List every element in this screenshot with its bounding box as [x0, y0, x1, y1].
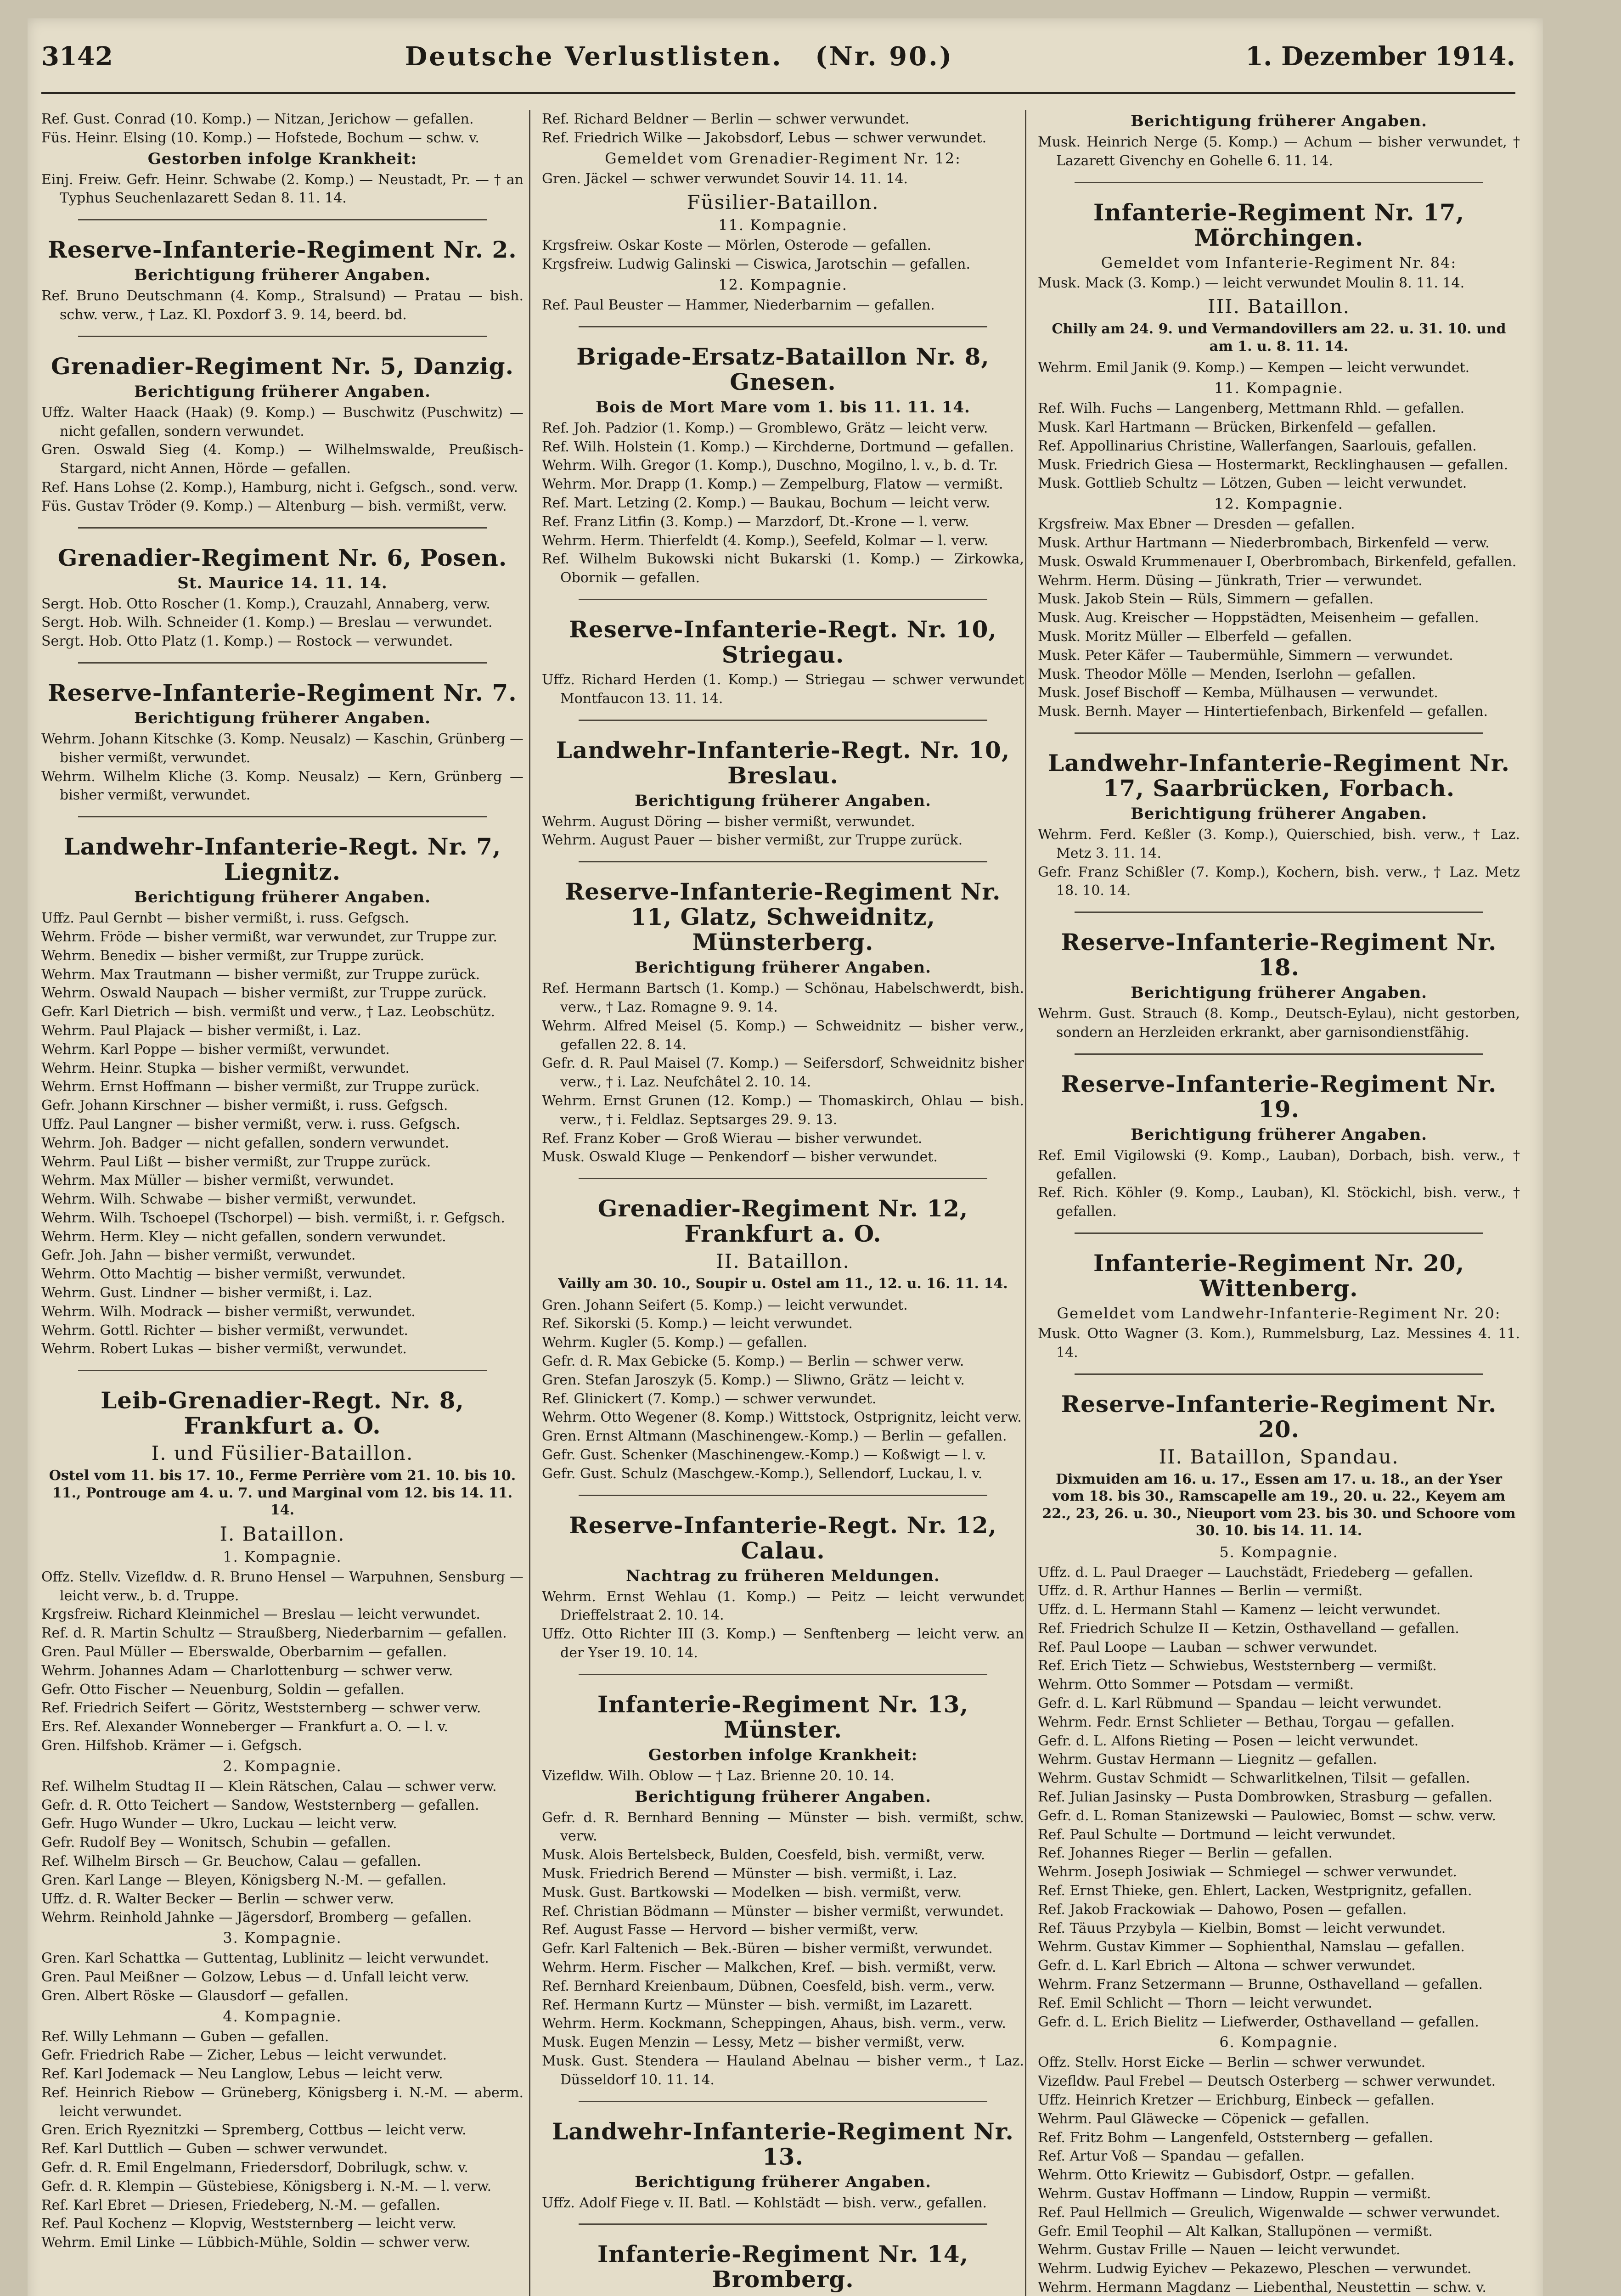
casualty-entry: Wehrm. Reinhold Jahnke — Jägersdorf, Bromberg — gefallen. — [41, 1909, 472, 1926]
casualty-entry: Ref. Hermann Bartsch (1. Komp.) — Schönau, Habelschwerdt, bish. verw., † Laz. Romagne 9. 9. 14. — [542, 980, 1024, 1015]
company-heading: 4. Kompagnie. — [223, 2007, 342, 2025]
casualty-entry: Gren. Karl Lange — Bleyen, Königsberg N.-M. — gefallen. — [41, 1872, 447, 1888]
casualty-entry: Gefr. d. R. Emil Engelmann, Friedersdorf, Dobrilugk, schw. v. — [41, 2160, 468, 2176]
section-note: Berichtigung früherer Angaben. — [134, 382, 431, 401]
section-divider — [78, 662, 487, 664]
casualty-entry: Füs. Heinr. Elsing (10. Komp.) — Hofstede, Bochum — schw. v. — [41, 129, 479, 146]
casualty-entry: Ref. Mart. Letzing (2. Komp.) — Baukau, Bochum — leicht verw. — [542, 495, 991, 511]
column-1 — [41, 110, 523, 2296]
casualty-entry: Ref. Paul Schulte — Dortmund — leicht verwundet. — [1038, 1826, 1396, 1843]
casualty-entry: Gren. Oswald Sieg (4. Komp.) — Wilhelmswalde, Preußisch-Stargard, nicht Annen, Hörde — gefallen. — [41, 442, 523, 477]
section-note: Berichtigung früherer Angaben. — [134, 266, 431, 285]
casualty-entry: Gefr. d. L. Erich Bielitz — Liefwerder, Osthavelland — gefallen. — [1038, 2014, 1479, 2030]
casualty-entry: Gefr. Johann Kirschner — bisher vermißt, i. russ. Gefgsch. — [41, 1097, 448, 1114]
casualty-entry: Vizefldw. Paul Frebel — Deutsch Osterberg — schwer verwundet. — [1038, 2073, 1496, 2090]
regiment-heading: Reserve-Infanterie-Regiment Nr. 18. — [1061, 929, 1497, 981]
section-note: Berichtigung früherer Angaben. — [134, 888, 431, 907]
regiment-heading: Reserve-Infanterie-Regiment Nr. 7. — [48, 679, 517, 706]
casualty-entry: Wehrm. Joseph Josiwiak — Schmiegel — schwer verwundet. — [1038, 1864, 1457, 1880]
section-note: Berichtigung früherer Angaben. — [1131, 984, 1427, 1002]
casualty-entry: Wehrm. Gust. Lindner — bisher vermißt, i. Laz. — [41, 1285, 372, 1301]
column-divider — [529, 110, 530, 2296]
regiment-heading: Infanterie-Regiment Nr. 13, Münster. — [597, 1690, 968, 1743]
casualty-entry: Wehrm. Gustav Frille — Nauen — leicht verwundet. — [1038, 2242, 1401, 2258]
casualty-entry: Krgsfreiw. Richard Kleinmichel — Breslau — leicht verwundet. — [41, 1606, 480, 1623]
casualty-entry: Krgsfreiw. Ludwig Galinski — Ciswica, Jarotschin — gefallen. — [542, 256, 971, 273]
casualty-entry: Uffz. d. L. Paul Draeger — Lauchstädt, Friedeberg — gefallen. — [1038, 1564, 1474, 1581]
casualty-entry: Musk. Oswald Krummenauer I, Oberbrombach, Birkenfeld, gefallen. — [1038, 553, 1517, 570]
casualty-entry: Gefr. Franz Schißler (7. Komp.), Kochern, bish. verw., † Laz. Metz 18. 10. 14. — [1038, 864, 1520, 899]
casualty-entry: Ref. Friedrich Seifert — Göritz, Weststernberg — schwer verw. — [41, 1700, 481, 1716]
casualty-entry: Musk. Gust. Bartkowski — Modelken — bish. vermißt, verw. — [542, 1884, 962, 1901]
battalion-heading: Füsilier-Bataillon. — [687, 191, 879, 214]
section-divider — [1075, 912, 1483, 913]
casualty-entry: Wehrm. Wilh. Schwabe — bisher vermißt, verwundet. — [41, 1191, 417, 1208]
casualty-entry: Wehrm. Gust. Strauch (8. Komp., Deutsch-Eylau), nicht gestorben, sondern an Herzleiden erkrankt, aber garnisondienstfähig. — [1038, 1006, 1520, 1041]
casualty-entry: Offz. Stellv. Horst Eicke — Berlin — schwer verwundet. — [1038, 2054, 1426, 2071]
casualty-entry: Uffz. Richard Herden (1. Komp.) — Striegau — schwer verwundet Montfaucon 13. 11. 14. — [542, 671, 1024, 707]
casualty-entry: Musk. Karl Hartmann — Brücken, Birkenfeld — gefallen. — [1038, 419, 1436, 435]
casualty-entry: Musk. Peter Käfer — Taubermühle, Simmern — verwundet. — [1038, 647, 1453, 664]
regiment-heading: Landwehr-Infanterie-Regt. Nr. 10, Breslau. — [556, 736, 1010, 789]
casualty-entry: Ref. Erich Tietz — Schwiebus, Weststernberg — vermißt. — [1038, 1658, 1437, 1674]
section-note: Berichtigung früherer Angaben. — [1131, 112, 1427, 130]
battle-locations: Vailly am 30. 10., Soupir u. Ostel am 11., 12. u. 16. 11. 14. — [558, 1276, 1008, 1292]
casualty-entry: Musk. Theodor Mölle — Menden, Iserlohn — gefallen. — [1038, 666, 1416, 682]
casualty-entry: Uffz. d. R. Walter Becker — Berlin — schwer verw. — [41, 1891, 394, 1907]
casualty-entry: Ref. Wilh. Fuchs — Langenberg, Mettmann Rhld. — gefallen. — [1038, 400, 1465, 417]
company-heading: 5. Kompagnie. — [1219, 1543, 1339, 1561]
regiment-heading: Reserve-Infanterie-Regiment Nr. 2. — [48, 236, 517, 264]
casualty-entry: Musk. Bernh. Mayer — Hintertiefenbach, Birkenfeld — gefallen. — [1038, 703, 1488, 720]
casualty-entry: Ref. Willy Lehmann — Guben — gefallen. — [41, 2028, 329, 2045]
casualty-entry: Wehrm. Wilhelm Kliche (3. Komp. Neusalz) — Kern, Grünberg — bisher vermißt, verwundet. — [41, 768, 523, 804]
casualty-entry: Gren. Paul Meißner — Golzow, Lebus — d. Unfall leicht verw. — [41, 1969, 469, 1985]
issue-number: (Nr. 90.) — [815, 41, 954, 72]
casualty-entry: Wehrm. August Pauer — bisher vermißt, zur Truppe zurück. — [542, 832, 963, 849]
casualty-entry: Gren. Ernst Altmann (Maschinengew.-Komp.) — Berlin — gefallen. — [542, 1428, 1007, 1445]
section-divider — [78, 336, 487, 337]
section-note: Gestorben infolge Krankheit: — [147, 149, 417, 168]
casualty-entry: Wehrm. Alfred Meisel (5. Komp.) — Schweidnitz — bisher verw., gefallen 22. 8. 14. — [542, 1018, 1024, 1053]
casualty-entry: Wehrm. Emil Janik (9. Komp.) — Kempen — leicht verwundet. — [1038, 360, 1470, 376]
regiment-heading: Brigade-Ersatz-Bataillon Nr. 8, Gnesen. — [576, 343, 990, 395]
section-divider — [1075, 1373, 1483, 1375]
casualty-entry: Ref. Franz Litfin (3. Komp.) — Marzdorf, Dt.-Krone — l. verw. — [542, 513, 969, 530]
casualty-entry: Ref. Paul Loope — Lauban — schwer verwundet. — [1038, 1639, 1378, 1655]
casualty-entry: Wehrm. Mor. Drapp (1. Komp.) — Zempelburg, Flatow — vermißt. — [542, 476, 1003, 493]
company-heading: 3. Kompagnie. — [223, 1929, 342, 1947]
casualty-entry: Wehrm. Gustav Hoffmann — Lindow, Ruppin — vermißt. — [1038, 2186, 1431, 2202]
casualty-entry: Ref. Richard Beldner — Berlin — schwer verwundet. — [542, 111, 910, 127]
casualty-entry: Wehrm. Fedr. Ernst Schlieter — Bethau, Torgau — gefallen. — [1038, 1714, 1455, 1730]
casualty-entry: Wehrm. Herm. Thierfeldt (4. Komp.), Seefeld, Kolmar — l. verw. — [542, 532, 989, 549]
casualty-entry: Ref. Ernst Thieke, gen. Ehlert, Lacken, Westprignitz, gefallen. — [1038, 1883, 1472, 1899]
casualty-entry: Wehrm. Gustav Schmidt — Schwarlitkelnen, Tilsit — gefallen. — [1038, 1770, 1470, 1787]
battle-locations: Ostel vom 11. bis 17. 10., Ferme Perrière vom 21. 10. bis 10. 11., Pontrouge am 4. u. 7. und Marginal vom 12. bis 14. 11. 14. — [49, 1468, 516, 1519]
regiment-heading: Reserve-Infanterie-Regiment Nr. 19. — [1061, 1070, 1497, 1123]
casualty-entry: Wehrm. Gottl. Richter — bisher vermißt, verwundet. — [41, 1322, 408, 1339]
company-heading: 11. Kompagnie. — [1214, 379, 1344, 397]
casualty-entry: Musk. Mack (3. Komp.) — leicht verwundet Moulin 8. 11. 14. — [1038, 275, 1465, 291]
casualty-entry: Ref. Friedrich Wilke — Jakobsdorf, Lebus — schwer verwundet. — [542, 129, 987, 146]
casualty-entry: Gefr. d. L. Alfons Rieting — Posen — leicht verwundet. — [1038, 1733, 1419, 1749]
regiment-heading: Landwehr-Infanterie-Regt. Nr. 7, Liegnitz. — [63, 833, 501, 886]
header-rule — [41, 92, 1515, 94]
casualty-entry: Vizefldw. Wilh. Oblow — † Laz. Brienne 20. 10. 14. — [542, 1767, 895, 1784]
casualty-entry: Ref. Rich. Köhler (9. Komp., Lauban), Kl. Stöckichl, bish. verw., † gefallen. — [1038, 1185, 1520, 1220]
section-divider — [78, 816, 487, 817]
section-divider — [579, 1674, 987, 1675]
casualty-entry: Ref. Appollinarius Christine, Wallerfangen, Saarlouis, gefallen. — [1038, 438, 1477, 454]
section-note: Berichtigung früherer Angaben. — [635, 791, 931, 810]
casualty-entry: Wehrm. August Döring — bisher vermißt, verwundet. — [542, 813, 915, 830]
section-divider — [579, 720, 987, 721]
casualty-entry: Wehrm. Herm. Kockmann, Scheppingen, Ahaus, bish. verm., verw. — [542, 2015, 1006, 2032]
casualty-entry: Ref. Wilh. Holstein (1. Komp.) — Kirchderne, Dortmund — gefallen. — [542, 439, 1014, 455]
casualty-entry: Ref. Heinrich Riebow — Grüneberg, Königsberg i. N.-M. — aberm. leicht verwundet. — [41, 2084, 523, 2120]
section-note: Berichtigung früherer Angaben. — [1131, 1125, 1427, 1144]
casualty-entry: Gren. Paul Müller — Eberswalde, Oberbarnim — gefallen. — [41, 1643, 447, 1660]
casualty-entry: Ref. Friedrich Schulze II — Ketzin, Osthavelland — gefallen. — [1038, 1620, 1459, 1637]
casualty-entry: Ers. Ref. Alexander Wonneberger — Frankfurt a. O. — l. v. — [41, 1719, 448, 1735]
company-heading: 1. Kompagnie. — [223, 1548, 342, 1565]
casualty-entry: Ref. Julian Jasinsky — Pusta Dombrowken, Strasburg — gefallen. — [1038, 1789, 1493, 1806]
casualty-entry: Gefr. Friedrich Rabe — Zicher, Lebus — leicht verwundet. — [41, 2047, 447, 2064]
section-divider — [78, 219, 487, 220]
battalion-heading: II. Bataillon, Spandau. — [1159, 1445, 1399, 1468]
company-heading: 6. Kompagnie. — [1219, 2033, 1339, 2051]
casualty-entry: Gefr. Emil Teophil — Alt Kalkan, Stallupönen — vermißt. — [1038, 2223, 1433, 2240]
regiment-heading: Reserve-Infanterie-Regt. Nr. 12, Calau. — [569, 1511, 997, 1564]
battle-locations: Dixmuiden am 16. u. 17., Essen am 17. u. 18., an der Yser vom 18. bis 30., Ramscapelle am 19., 20. u. 22., Keyem am 22., 23, 26. u. 30., Nieuport vom 23. bis 30. und Schoore vom 30. 10. bis 14. 11. 14. — [1042, 1471, 1516, 1539]
section-divider — [579, 1178, 987, 1179]
casualty-entry: Gren. Karl Schattka — Guttentag, Lublinitz — leicht verwundet. — [41, 1950, 489, 1967]
casualty-entry: Gefr. Gust. Schenker (Maschinengew.-Komp.) — Koßwigt — l. v. — [542, 1446, 986, 1463]
casualty-entry: Gefr. Karl Dietrich — bish. vermißt und verw., † Laz. Leobschütz. — [41, 1004, 495, 1020]
casualty-entry: Gefr. d. R. Max Gebicke (5. Komp.) — Berlin — schwer verw. — [542, 1353, 964, 1369]
casualty-entry: Ref. Bernhard Kreienbaum, Dübnen, Coesfeld, bish. verm., verw. — [542, 1978, 995, 1994]
casualty-entry: Ref. Karl Jodemack — Neu Langlow, Lebus — leicht verw. — [41, 2066, 443, 2082]
casualty-entry: Wehrm. Heinr. Stupka — bisher vermißt, verwundet. — [41, 1060, 410, 1076]
casualty-entry: Wehrm. Paul Plajack — bisher vermißt, i. Laz. — [41, 1022, 361, 1039]
section-note: Berichtigung früherer Angaben. — [134, 709, 431, 727]
casualty-entry: Musk. Otto Wagner (3. Kom.), Rummelsburg, Laz. Messines 4. 11. 14. — [1038, 1325, 1520, 1361]
publication-title: Deutsche Verlustlisten. (Nr. 90.) — [405, 41, 954, 72]
casualty-entry: Musk. Oswald Kluge — Penkendorf — bisher verwundet. — [542, 1149, 938, 1165]
casualty-entry: Wehrm. Otto Machtig — bisher vermißt, verwundet. — [41, 1266, 406, 1283]
section-note: Nachtrag zu früheren Meldungen. — [626, 1566, 940, 1585]
casualty-entry: Wehrm. Paul Gläwecke — Cöpenick — gefallen. — [1038, 2110, 1369, 2127]
casualty-entry: Musk. Heinrich Nerge (5. Komp.) — Achum — bisher verwundet, † Lazarett Givenchy en Gohelle 6. 11. 14. — [1038, 134, 1520, 169]
casualty-entry: Gefr. d. R. Klempin — Güstebiese, Königsberg i. N.-M. — l. verw. — [41, 2178, 492, 2195]
casualty-entry: Wehrm. Max Trautmann — bisher vermißt, zur Truppe zurück. — [41, 966, 480, 983]
casualty-entry: Ref. Wilhelm Bukowski nicht Bukarski (1. Komp.) — Zirkowka, Obornik — gefallen. — [542, 551, 1024, 586]
regiment-heading: Infanterie-Regiment Nr. 14, Bromberg. — [597, 2240, 968, 2293]
section-divider — [1075, 732, 1483, 734]
casualty-entry: Gren. Stefan Jaroszyk (5. Komp.) — Sliwno, Grätz — leicht v. — [542, 1372, 965, 1388]
casualty-entry: Musk. Aug. Kreischer — Hoppstädten, Meisenheim — gefallen. — [1038, 610, 1479, 626]
casualty-entry: Musk. Josef Bischoff — Kemba, Mülhausen — verwundet. — [1038, 685, 1438, 701]
casualty-entry: Ref. Fritz Bohm — Langenfeld, Oststernberg — gefallen. — [1038, 2129, 1433, 2146]
section-note: Gestorben infolge Krankheit: — [648, 1745, 918, 1764]
casualty-entry: Ref. Glinickert (7. Komp.) — schwer verwundet. — [542, 1390, 877, 1407]
casualty-entry: Musk. Eugen Menzin — Lessy, Metz — bisher vermißt, verw. — [542, 2034, 965, 2051]
section-divider — [579, 1495, 987, 1496]
casualty-entry: Wehrm. Franz Setzermann — Brunne, Osthavelland — gefallen. — [1038, 1976, 1483, 1993]
casualty-entry: Wehrm. Ernst Hoffmann — bisher vermißt, zur Truppe zurück. — [41, 1079, 480, 1095]
regiment-heading: Reserve-Infanterie-Regiment Nr. 11, Glatz, Schweidnitz, Münsterberg. — [565, 878, 1001, 956]
casualty-entry: Gefr. Hugo Wunder — Ukro, Luckau — leicht verw. — [41, 1816, 397, 1832]
casualty-entry: Wehrm. Ferd. Keßler (3. Komp.), Quierschied, bish. verw., † Laz. Metz 3. 11. 14. — [1038, 826, 1520, 861]
casualty-entry: Wehrm. Emil Linke — Lübbich-Mühle, Soldin — schwer verw. — [41, 2234, 471, 2251]
casualty-entry: Musk. Moritz Müller — Elberfeld — gefallen. — [1038, 628, 1352, 645]
casualty-entry: Ref. Wilhelm Birsch — Gr. Beuchow, Calau — gefallen. — [41, 1853, 422, 1869]
section-divider — [579, 326, 987, 327]
casualty-entry: Ref. Bruno Deutschmann (4. Komp., Stralsund) — Pratau — bish. schw. verw., † Laz. Kl. Poxdorf 3. 9. 14, beerd. bd. — [41, 288, 523, 323]
casualty-entry: Sergt. Hob. Otto Platz (1. Komp.) — Rostock — verwundet. — [41, 633, 453, 650]
casualty-entry: Wehrm. Benedix — bisher vermißt, zur Truppe zurück. — [41, 947, 425, 964]
casualty-entry: Wehrm. Herm. Fischer — Malkchen, Kref. — bish. vermißt, verw. — [542, 1959, 996, 1975]
casualty-entry: Krgsfreiw. Max Ebner — Dresden — gefallen. — [1038, 516, 1355, 533]
section-divider — [579, 2223, 987, 2225]
casualty-entry: Ref. Karl Ebret — Driesen, Friedeberg, N.-M. — gefallen. — [41, 2197, 440, 2213]
section-note: Bois de Mort Mare vom 1. bis 11. 11. 14. — [596, 398, 970, 416]
battle-locations: Chilly am 24. 9. und Vermandovillers am 22. u. 31. 10. und am 1. u. 8. 11. 14. — [1052, 321, 1506, 355]
casualty-entry: Wehrm. Kugler (5. Komp.) — gefallen. — [542, 1334, 808, 1351]
battalion-heading: III. Bataillon. — [1207, 295, 1351, 318]
page-header — [41, 41, 1515, 87]
company-heading: Gemeldet vom Landwehr-Infanterie-Regiment Nr. 20: — [1057, 1304, 1501, 1322]
casualty-entry: Gren. Hilfshob. Krämer — i. Gefgsch. — [41, 1737, 302, 1754]
casualty-entry: Musk. Alois Bertelsbeck, Bulden, Coesfeld, bish. vermißt, verw. — [542, 1847, 985, 1863]
casualty-entry: Wehrm. Fröde — bisher vermißt, war verwundet, zur Truppe zur. — [41, 929, 497, 945]
casualty-entry: Ref. Paul Kochenz — Klopvig, Weststernberg — leicht verw. — [41, 2216, 456, 2232]
casualty-entry: Ref. Karl Duttlich — Guben — schwer verwundet. — [41, 2141, 388, 2157]
casualty-entry: Wehrm. Gustav Kimmer — Sophienthal, Namslau — gefallen. — [1038, 1939, 1465, 1955]
casualty-entry: Gefr. d. R. Paul Maisel (7. Komp.) — Seifersdorf, Schweidnitz bisher verw., † i. Laz. Neufchâtel 2. 10. 14. — [542, 1055, 1024, 1091]
casualty-entry: Uffz. Adolf Fiege v. II. Batl. — Kohlstädt — bish. verw., gefallen. — [542, 2195, 987, 2211]
casualty-entry: Ref. Gust. Conrad (10. Komp.) — Nitzan, Jerichow — gefallen. — [41, 111, 474, 127]
casualty-entry: Gren. Erich Ryeznitzki — Spremberg, Cottbus — leicht verw. — [41, 2122, 467, 2138]
casualty-entry: Gefr. d. L. Karl Rübmund — Spandau — leicht verwundet. — [1038, 1695, 1442, 1712]
section-divider — [1075, 1053, 1483, 1055]
casualty-entry: Wehrm. Ernst Grunen (12. Komp.) — Thomaskirch, Ohlau — bish. verw., † i. Feldlaz. Septsarges 29. 9. 13. — [542, 1092, 1024, 1128]
regiment-heading: Grenadier-Regiment Nr. 12, Frankfurt a. O. — [597, 1195, 968, 1248]
company-heading: 11. Kompagnie. — [718, 216, 848, 234]
casualty-entry: Wehrm. Otto Wegener (8. Komp.) Wittstock, Ostprignitz, leicht verw. — [542, 1409, 1022, 1426]
casualty-entry: Uffz. Paul Gernbt — bisher vermißt, i. russ. Gefgsch. — [41, 910, 410, 927]
casualty-entry: Ref. Johannes Rieger — Berlin — gefallen. — [1038, 1845, 1333, 1862]
casualty-entry: Gefr. d. L. Roman Stanizewski — Paulowiec, Bomst — schw. verw. — [1038, 1807, 1497, 1824]
casualty-entry: Wehrm. Herm. Kley — nicht gefallen, sondern verwundet. — [41, 1228, 446, 1245]
casualty-entry: Musk. Arthur Hartmann — Niederbrombach, Birkenfeld — verw. — [1038, 535, 1490, 551]
casualty-entry: Gren. Jäckel — schwer verwundet Souvir 14. 11. 14. — [542, 170, 908, 187]
casualty-entry: Uffz. Heinrich Kretzer — Erichburg, Einbeck — gefallen. — [1038, 2092, 1435, 2109]
casualty-entry: Ref. Wilhelm Studtag II — Klein Rätschen, Calau — schwer verw. — [41, 1778, 497, 1795]
casualty-entry: Wehrm. Wilh. Modrack — bisher vermißt, verwundet. — [41, 1303, 416, 1320]
casualty-entry: Einj. Freiw. Gefr. Heinr. Schwabe (2. Komp.) — Neustadt, Pr. — † an Typhus Seuchenlazarett Sedan 8. 11. 14. — [41, 171, 523, 207]
casualty-entry: Gefr. d. L. Karl Ebrich — Altona — schwer verwundet. — [1038, 1958, 1416, 1974]
regiment-heading: Reserve-Infanterie-Regt. Nr. 10, Striegau. — [569, 615, 997, 668]
casualty-entry: Gefr. Joh. Jahn — bisher vermißt, verwundet. — [41, 1247, 356, 1264]
company-heading: 2. Kompagnie. — [223, 1757, 342, 1775]
regiment-heading: Leib-Grenadier-Regt. Nr. 8, Frankfurt a. O. — [101, 1387, 464, 1440]
casualty-entry: Ref. Hermann Kurtz — Münster — bish. vermißt, im Lazarett. — [542, 1997, 973, 2013]
casualty-entry: Ref. Paul Beuster — Hammer, Niederbarnim — gefallen. — [542, 297, 935, 313]
casualty-entry: Ref. Hans Lohse (2. Komp.), Hamburg, nicht i. Gefgsch., sond. verw. — [41, 479, 518, 495]
column-3 — [1038, 110, 1520, 2296]
regiment-heading: Infanterie-Regiment Nr. 17, Mörchingen. — [1093, 198, 1464, 251]
casualty-entry: Gefr. Otto Fischer — Neuenburg, Soldin — gefallen. — [41, 1681, 405, 1698]
section-divider — [579, 861, 987, 862]
casualty-entry: Ref. Artur Voß — Spandau — gefallen. — [1038, 2148, 1305, 2165]
casualty-entry: Wehrm. Johann Kitschke (3. Komp. Neusalz) — Kaschin, Grünberg — bisher vermißt, verwundet. — [41, 731, 523, 766]
casualty-entry: Ref. Franz Kober — Groß Wierau — bisher verwundet. — [542, 1130, 923, 1147]
regiment-heading: Reserve-Infanterie-Regiment Nr. 20. — [1061, 1390, 1497, 1443]
company-heading: Gemeldet vom Grenadier-Regiment Nr. 12: — [605, 149, 961, 167]
casualty-entry: Wehrm. Johannes Adam — Charlottenburg — schwer verw. — [41, 1662, 453, 1679]
casualty-entry: Wehrm. Otto Kriewitz — Gubisdorf, Ostpr. — gefallen. — [1038, 2167, 1415, 2183]
casualty-entry: Wehrm. Karl Poppe — bisher vermißt, verwundet. — [41, 1041, 390, 1058]
casualty-entry: Offz. Stellv. Vizefldw. d. R. Bruno Hensel — Warpuhnen, Sensburg — leicht verw., b. d. Truppe. — [41, 1569, 523, 1604]
casualty-entry: Gefr. Gust. Schulz (Maschgew.-Komp.), Sellendorf, Luckau, l. v. — [542, 1465, 983, 1482]
section-note: Berichtigung früherer Angaben. — [635, 2172, 931, 2191]
casualty-entry: Gefr. d. R. Otto Teichert — Sandow, Weststernberg — gefallen. — [41, 1797, 479, 1813]
casualty-entry: Wehrm. Gustav Hermann — Liegnitz — gefallen. — [1038, 1751, 1377, 1768]
section-divider — [579, 599, 987, 600]
casualty-entry: Gren. Albert Röske — Glausdorf — gefallen. — [41, 1987, 349, 2004]
page-number: 3142 — [41, 41, 113, 72]
casualty-entry: Musk. Gust. Stendera — Hauland Abelnau — bisher verm., † Laz. Düsseldorf 10. 11. 14. — [542, 2053, 1024, 2088]
casualty-entry: Ref. Christian Bödmann — Münster — bisher vermißt, verwundet. — [542, 1903, 1004, 1919]
casualty-entry: Wehrm. Ludwig Eyichev — Pekazewo, Pleschen — verwundet. — [1038, 2261, 1472, 2277]
casualty-entry: Wehrm. Hermann Magdanz — Liebenthal, Neustettin — schw. v. — [1038, 2279, 1486, 2296]
section-divider — [78, 527, 487, 529]
casualty-entry: Ref. Joh. Padzior (1. Komp.) — Gromblewo, Grätz — leicht verw. — [542, 420, 988, 436]
casualty-entry: Gefr. d. R. Bernhard Benning — Münster — bish. vermißt, schw. verw. — [542, 1809, 1024, 1845]
company-heading: 12. Kompagnie. — [718, 276, 848, 293]
casualty-entry: Uffz. d. R. Arthur Hannes — Berlin — vermißt. — [1038, 1583, 1363, 1599]
section-note: Berichtigung früherer Angaben. — [635, 1787, 931, 1806]
casualty-entry: Wehrm. Wilh. Gregor (1. Komp.), Duschno, Mogilno, l. v., b. d. Tr. — [542, 457, 998, 474]
casualty-entry: Uffz. Otto Richter III (3. Komp.) — Senftenberg — leicht verw. an der Yser 19. 10. 14. — [542, 1626, 1024, 1661]
casualty-entry: Musk. Friedrich Giesa — Hostermarkt, Recklinghausen — gefallen. — [1038, 456, 1508, 473]
casualty-entry: Ref. Emil Schlicht — Thorn — leicht verwundet. — [1038, 1995, 1373, 2011]
casualty-entry: Ref. d. R. Martin Schultz — Straußberg, Niederbarnim — gefallen. — [41, 1625, 507, 1642]
casualty-entry: Wehrm. Paul Lißt — bisher vermißt, zur Truppe zurück. — [41, 1154, 431, 1170]
casualty-entry: Wehrm. Herm. Düsing — Jünkrath, Trier — verwundet. — [1038, 572, 1423, 589]
casualty-entry: Sergt. Hob. Wilh. Schneider (1. Komp.) — Breslau — verwundet. — [41, 614, 493, 631]
casualty-entry: Musk. Jakob Stein — Rüls, Simmern — gefallen. — [1038, 591, 1374, 608]
casualty-entry: Ref. Jakob Frackowiak — Dahowo, Posen — gefallen. — [1038, 1901, 1407, 1918]
casualty-entry: Sergt. Hob. Otto Roscher (1. Komp.), Crauzahl, Annaberg, verw. — [41, 596, 490, 612]
casualty-entry: Wehrm. Otto Sommer — Potsdam — vermißt. — [1038, 1677, 1354, 1693]
casualty-entry: Uffz. Paul Langner — bisher vermißt, verw. i. russ. Gefgsch. — [41, 1116, 461, 1132]
casualty-entry: Ref. Täuus Przybyla — Kielbin, Bomst — leicht verwundet. — [1038, 1920, 1446, 1936]
battalion-heading: I. Bataillon. — [220, 1522, 345, 1545]
casualty-entry: Gefr. Karl Faltenich — Bek.-Büren — bisher vermißt, verwundet. — [542, 1941, 993, 1957]
casualty-entry: Musk. Friedrich Berend — Münster — bish. vermißt, i. Laz. — [542, 1865, 957, 1882]
column-divider — [1025, 110, 1026, 2296]
casualty-entry: Wehrm. Robert Lukas — bisher vermißt, verwundet. — [41, 1341, 407, 1357]
regiment-heading: Infanterie-Regiment Nr. 20, Wittenberg. — [1093, 1249, 1464, 1302]
battalion-heading: I. und Füsilier-Bataillon. — [151, 1442, 414, 1465]
casualty-entry: Uffz. Walter Haack (Haak) (9. Komp.) — Buschwitz (Puschwitz) — nicht gefallen, sondern verwundet. — [41, 404, 523, 439]
column-2 — [542, 110, 1024, 2296]
casualty-entry: Füs. Gustav Tröder (9. Komp.) — Altenburg — bish. vermißt, verw. — [41, 498, 507, 514]
casualty-entry: Wehrm. Oswald Naupach — bisher vermißt, zur Truppe zurück. — [41, 985, 487, 1002]
regiment-heading: Landwehr-Infanterie-Regiment Nr. 17, Saarbrücken, Forbach. — [1048, 749, 1510, 802]
section-note: Berichtigung früherer Angaben. — [635, 958, 931, 977]
casualty-entry: Ref. August Fasse — Hervord — bisher vermißt, verw. — [542, 1922, 919, 1938]
section-note: Berichtigung früherer Angaben. — [1131, 804, 1427, 823]
regiment-heading: Grenadier-Regiment Nr. 5, Danzig. — [51, 352, 514, 380]
regiment-heading: Landwehr-Infanterie-Regiment Nr. 13. — [552, 2117, 1014, 2170]
casualty-entry: Gren. Johann Seifert (5. Komp.) — leicht verwundet. — [542, 1297, 908, 1313]
company-heading: 12. Kompagnie. — [1214, 495, 1344, 513]
casualty-entry: Krgsfreiw. Oskar Koste — Mörlen, Osterode — gefallen. — [542, 237, 932, 254]
casualty-entry: Wehrm. Ernst Wehlau (1. Komp.) — Peitz — leicht verwundet Drieffelstraat 2. 10. 14. — [542, 1588, 1024, 1624]
battalion-heading: II. Bataillon. — [716, 1250, 850, 1273]
casualty-entry: Ref. Sikorski (5. Komp.) — leicht verwundet. — [542, 1316, 853, 1332]
section-divider — [579, 2101, 987, 2102]
casualty-entry: Musk. Gottlieb Schultz — Lötzen, Guben — leicht verwundet. — [1038, 475, 1467, 492]
casualty-entry: Wehrm. Wilh. Tschoepel (Tschorpel) — bish. vermißt, i. r. Gefgsch. — [41, 1210, 505, 1226]
casualty-entry: Ref. Paul Hellmich — Greulich, Wigenwalde — schwer verwundet. — [1038, 2204, 1500, 2221]
section-divider — [1075, 1232, 1483, 1234]
regiment-heading: Grenadier-Regiment Nr. 6, Posen. — [57, 544, 507, 571]
casualty-entry: Ref. Emil Vigilowski (9. Komp., Lauban), Dorbach, bish. verw., † gefallen. — [1038, 1147, 1520, 1182]
section-note: St. Maurice 14. 11. 14. — [177, 574, 388, 592]
casualty-entry: Uffz. d. L. Hermann Stahl — Kamenz — leicht verwundet. — [1038, 1602, 1441, 1618]
issue-date: 1. Dezember 1914. — [1245, 41, 1515, 72]
section-divider — [78, 1370, 487, 1371]
casualty-entry: Wehrm. Max Müller — bisher vermißt, verwundet. — [41, 1172, 394, 1189]
casualty-entry: Gefr. Rudolf Bey — Wonitsch, Schubin — gefallen. — [41, 1835, 391, 1851]
casualty-entry: Wehrm. Joh. Badger — nicht gefallen, sondern verwundet. — [41, 1135, 450, 1151]
section-divider — [1075, 182, 1483, 183]
company-heading: Gemeldet vom Infanterie-Regiment Nr. 84: — [1101, 253, 1457, 271]
